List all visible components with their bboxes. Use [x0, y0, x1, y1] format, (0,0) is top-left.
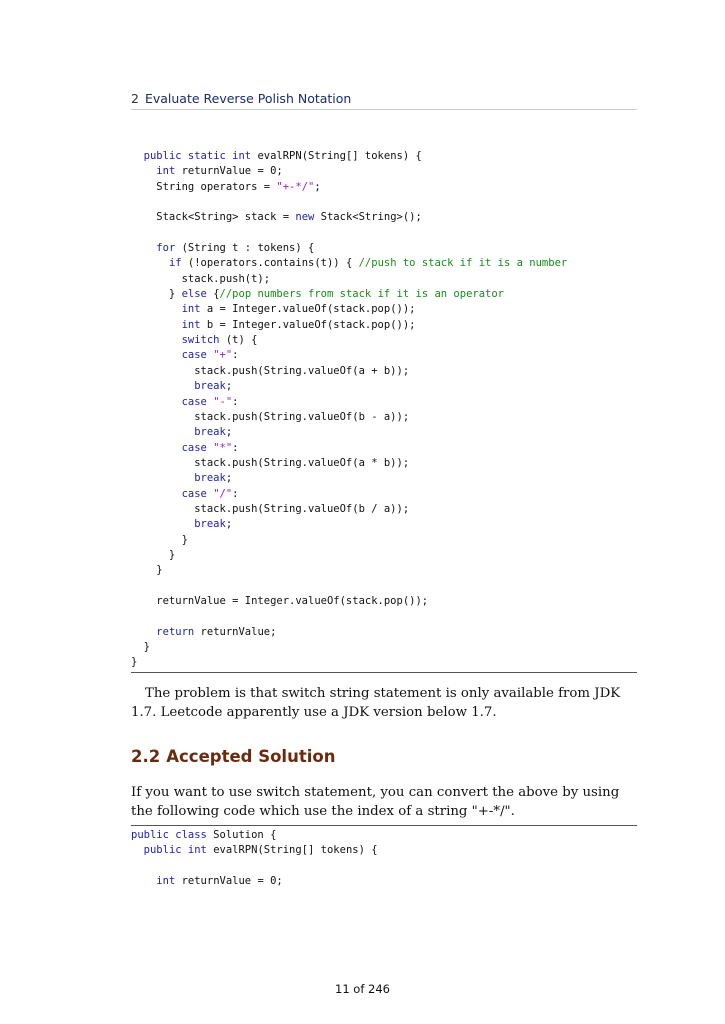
code-keyword: switch — [181, 334, 220, 347]
code-keyword: public static int — [143, 150, 252, 162]
code-text: returnValue = 0; — [175, 875, 283, 888]
code-line — [131, 333, 567, 348]
code-text — [131, 626, 156, 638]
code-line — [131, 164, 567, 179]
code-line — [131, 364, 567, 379]
code-line — [131, 456, 567, 471]
code-text: ; — [225, 518, 233, 531]
code-line — [131, 379, 567, 394]
code-line — [131, 640, 567, 655]
code-text: ; — [225, 472, 233, 485]
code-keyword: int — [181, 303, 201, 316]
code-line — [131, 318, 567, 333]
code-line — [131, 533, 567, 548]
code-keyword: int — [156, 875, 176, 888]
code-text — [131, 257, 169, 269]
section-number: 2.2 — [131, 747, 161, 766]
code-string: "+-*/" — [276, 180, 315, 193]
code-keyword: new — [295, 211, 315, 224]
code-text — [131, 875, 156, 887]
code-listing-solution-class — [131, 828, 378, 889]
code-line — [131, 241, 567, 256]
code-keyword: case — [181, 395, 207, 408]
code-line — [131, 149, 567, 164]
code-keyword: else — [181, 288, 207, 301]
code-text: b = Integer.valueOf(stack.pop()); — [200, 318, 416, 331]
code-keyword: break — [194, 380, 226, 393]
code-text: ; — [314, 180, 321, 193]
code-text — [131, 150, 144, 162]
code-line — [131, 579, 567, 594]
code-text: stack.push(t); — [131, 272, 271, 285]
code-line — [131, 563, 567, 578]
code-line — [131, 348, 567, 363]
section-title: Accepted Solution — [166, 747, 336, 766]
section-heading — [131, 747, 335, 766]
code-line — [131, 502, 567, 517]
code-comment: //push to stack if it is a number — [358, 257, 568, 270]
code-text: ; — [225, 380, 233, 393]
code-text: String operators = — [131, 180, 277, 193]
code-line — [131, 487, 567, 502]
code-keyword: break — [194, 472, 226, 485]
code-text — [131, 334, 182, 346]
code-string: "-" — [213, 395, 233, 408]
page-number: 11 of 246 — [335, 982, 390, 996]
code-string: "+" — [213, 349, 233, 362]
code-keyword: if — [168, 257, 182, 270]
code-keyword: case — [181, 441, 207, 454]
code-text: Stack<String> stack = — [131, 211, 296, 224]
code-keyword: public int — [143, 844, 207, 857]
code-text — [131, 472, 194, 484]
code-text: : — [232, 487, 239, 500]
code-line — [131, 517, 567, 532]
code-line — [131, 655, 567, 670]
code-line — [131, 272, 567, 287]
code-text: } — [131, 288, 182, 301]
code-text: Stack<String>(); — [314, 211, 422, 224]
code-line — [131, 859, 378, 874]
code-text: : — [232, 349, 239, 362]
code-string: "*" — [213, 441, 233, 454]
code-text: stack.push(String.valueOf(a + b)); — [131, 364, 410, 377]
code-text: a = Integer.valueOf(stack.pop()); — [200, 303, 416, 316]
code-text: stack.push(String.valueOf(a * b)); — [131, 456, 410, 469]
code-text: : — [232, 395, 239, 408]
code-line — [131, 828, 378, 843]
code-text — [131, 396, 182, 408]
code-keyword: public class — [131, 829, 207, 841]
code-keyword: case — [181, 349, 207, 362]
code-line — [131, 395, 567, 410]
code-text: { — [206, 288, 220, 301]
code-text: } — [131, 548, 176, 561]
code-line — [131, 874, 378, 889]
code-text — [131, 488, 182, 500]
code-line — [131, 210, 567, 225]
code-text: (t) { — [219, 334, 258, 347]
code-line — [131, 226, 567, 241]
code-text — [131, 518, 194, 530]
code-line — [131, 302, 567, 317]
code-text: returnValue = Integer.valueOf(stack.pop()); — [131, 594, 429, 607]
code-line — [131, 287, 567, 302]
code-keyword: for — [156, 242, 176, 255]
running-header — [131, 91, 637, 110]
code-keyword: int — [181, 318, 201, 331]
code-line — [131, 410, 567, 425]
code-keyword: int — [156, 165, 176, 178]
code-keyword: case — [181, 487, 207, 500]
code-line — [131, 609, 567, 624]
code-text — [131, 319, 182, 331]
code-line — [131, 625, 567, 640]
code-line — [131, 425, 567, 440]
code-text: } — [131, 656, 138, 669]
code-listing-evalrpn-switch — [131, 149, 567, 671]
code-line — [131, 594, 567, 609]
chapter-number: 2 — [131, 91, 139, 106]
code-text — [131, 426, 194, 438]
code-text — [131, 349, 182, 361]
code-text: returnValue; — [194, 625, 277, 638]
code-comment: //pop numbers from stack if it is an operator — [219, 288, 505, 301]
code-text: : — [232, 441, 239, 454]
code-text — [131, 242, 156, 254]
code-text — [131, 380, 194, 392]
code-line — [131, 195, 567, 210]
code-text: (String t : tokens) { — [175, 242, 315, 255]
code-line — [131, 843, 378, 858]
code-text — [131, 442, 182, 454]
code-keyword: break — [194, 426, 226, 439]
chapter-title-link[interactable]: Evaluate Reverse Polish Notation — [144, 91, 352, 106]
code-text: stack.push(String.valueOf(b - a)); — [131, 410, 410, 423]
code-string: "/" — [213, 487, 233, 500]
code-text: (!operators.contains(t)) { — [181, 257, 359, 270]
code-line — [131, 180, 567, 195]
code-line — [131, 548, 567, 563]
code-text — [131, 303, 182, 315]
code-line — [131, 256, 567, 271]
code-text: } — [131, 533, 188, 546]
paragraph-switch-alternative: If you want to use switch statement, you can convert the above by using the following code which use the index of a string "+-*/". — [131, 785, 620, 819]
code-text — [131, 165, 156, 177]
code-text: Solution { — [206, 829, 277, 841]
code-text: ; — [225, 426, 233, 439]
code-line — [131, 471, 567, 486]
code-text: evalRPN(String[] tokens) { — [251, 150, 422, 162]
code-line — [131, 441, 567, 456]
code-text: stack.push(String.valueOf(b / a)); — [131, 502, 410, 515]
code-text — [131, 844, 144, 856]
code-text: returnValue = 0; — [175, 165, 283, 178]
code-text: } — [131, 564, 163, 577]
code-bottom-rule — [131, 672, 637, 673]
code-text: evalRPN(String[] tokens) { — [206, 844, 378, 857]
code-top-rule — [131, 825, 637, 826]
code-keyword: break — [194, 518, 226, 531]
code-keyword: return — [156, 625, 195, 638]
paragraph-jdk-note: The problem is that switch string statement is only available from JDK 1.7. Leetcode apparently use a JDK version below 1.7. — [131, 686, 621, 720]
code-text: } — [131, 641, 150, 653]
